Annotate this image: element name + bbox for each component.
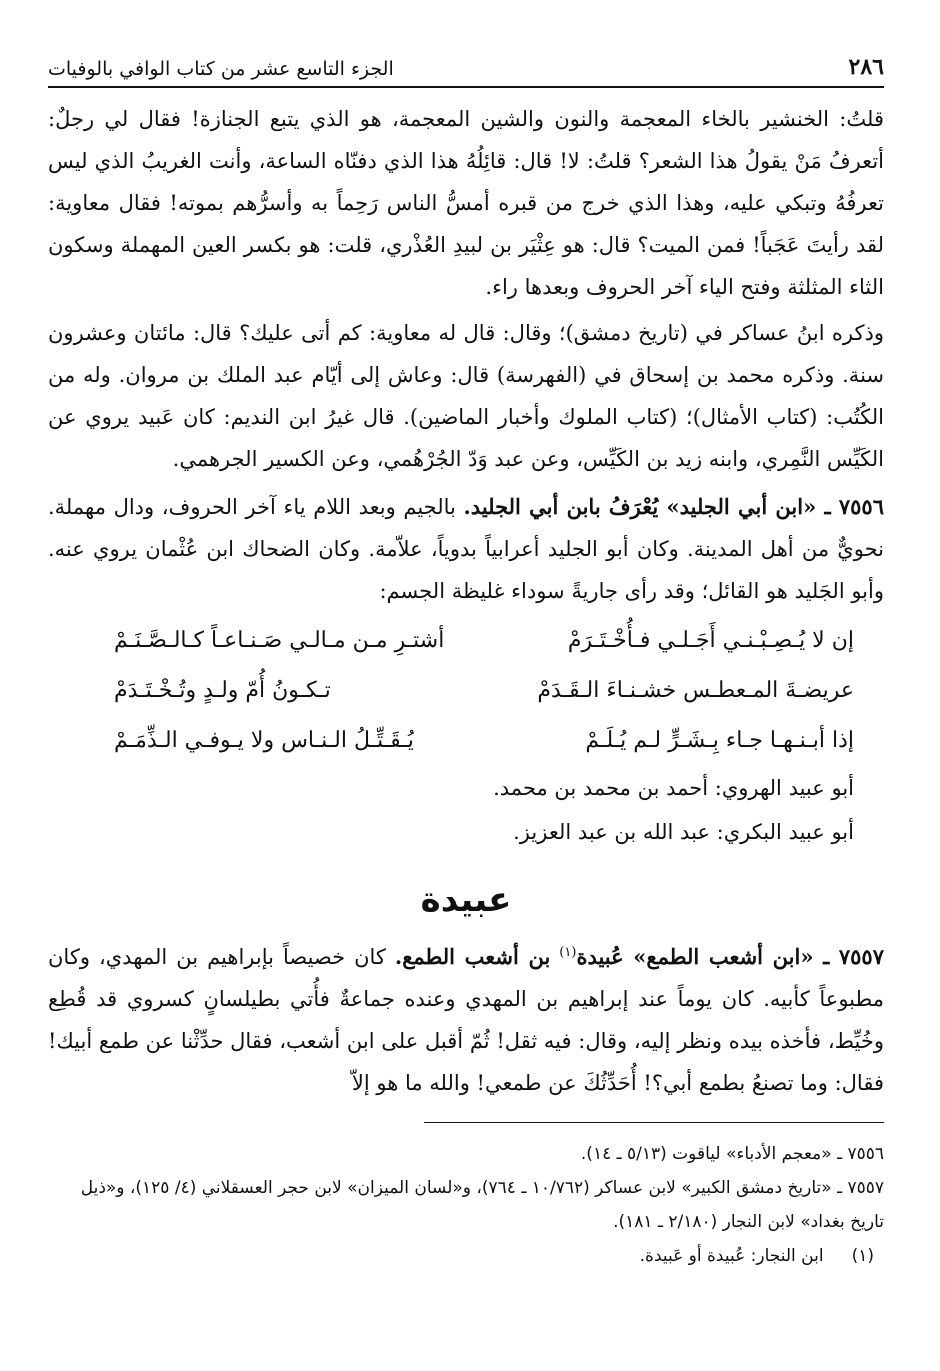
poem bbox=[48, 616, 854, 766]
entry-7557-heading: ٧٥٥٧ ـ «ابن أشعب الطمع» عُبيدة bbox=[576, 944, 884, 969]
section-title: عبيدة bbox=[420, 880, 512, 920]
footnote-1-mark: (١) bbox=[851, 1246, 874, 1266]
verse-2-second-hemistich: تـكـونُ أُمّ ولـدٍ وتُـخْـتَـدَمْ bbox=[114, 678, 331, 703]
footnotes bbox=[48, 1137, 884, 1273]
entry-7557-text: كان خصيصاً بإبراهيم بن المهدي، وكان مطبوعاً كأبيه. كان يوماً عند إبراهيم بن المهدي وعنده جماعةٌ فأُتي بطيلسانٍ كسروي قد قُطِع وخُيِّط، فأخذه بيده ونظر إليه، وقال: فيه ثقل! ثُمّ أقبل على ابن أشعب، فقال حدِّثْنا عن طمع أبيك! فقال: وما تصنعُ بطمع أبي؟! أُحَدِّثُكَ عن طمعي! والله ما هو إلاّ bbox=[48, 945, 884, 1095]
source-note-7557: ٧٥٥٧ ـ «تاريخ دمشق الكبير» لابن عساكر (١٠/٧٦٢ ـ ٧٦٤)، و«لسان الميزان» لابن حجر العسقلاني (٤/ ١٢٥)، و«ذيل تاريخ بغداد» لابن النجار (٢/١٨٠ ـ ١٨١). bbox=[80, 1178, 884, 1232]
book-page bbox=[48, 36, 884, 1273]
verse-3 bbox=[114, 716, 854, 766]
footnote-divider bbox=[424, 1122, 884, 1123]
entry-7557 bbox=[48, 932, 884, 1104]
verse-1 bbox=[114, 616, 854, 666]
page-number: ٢٨٦ bbox=[848, 54, 884, 80]
entry-7556 bbox=[48, 486, 884, 612]
verse-3-second-hemistich: يُـقَـتِّـلُ الـنـاس ولا يـوفـي الـذِّمَـمْ bbox=[114, 728, 414, 753]
entry-7557-heading-cont: بن أشعب الطمع. bbox=[394, 944, 551, 969]
entry-7556-heading: ٧٥٥٦ ـ «ابن أبي الجليد» يُعْرَفُ بابن أبي الجليد. bbox=[463, 494, 884, 519]
cross-reference-2: أبو عبيد البكري: عبد الله بن عبد العزيز. bbox=[513, 820, 854, 844]
page-header bbox=[48, 36, 884, 88]
footnote-1 bbox=[48, 1239, 874, 1273]
footnote-1-text: ابن النجار: عُبيدة أو عَبيدة. bbox=[639, 1246, 824, 1266]
verse-2 bbox=[114, 666, 854, 716]
verse-1-second-hemistich: أشتـرِ مـن مـالـي صَـنـاعـاً كـالـصَّـنَـمْ bbox=[114, 628, 445, 653]
running-title: الجزء التاسع عشر من كتاب الوافي بالوفيات bbox=[48, 58, 394, 80]
cross-reference-1: أبو عبيد الهروي: أحمد بن محمد بن محمد. bbox=[493, 776, 854, 800]
verse-1-first-hemistich: إن لا يُـصِـبْـنـي أَجَـلـي فـأُخْـتَـرَمْ bbox=[567, 628, 854, 653]
cross-references bbox=[48, 766, 854, 854]
footnote-marker[interactable]: (١) bbox=[559, 945, 577, 960]
verse-3-first-hemistich: إذا أبـنـهـا جـاء بِـشَـرٍّ لـم يُـلَـمْ bbox=[585, 728, 854, 753]
verse-2-first-hemistich: عريضـةَ المـعطـس خشـنـاءَ الـقَـدَمْ bbox=[537, 678, 854, 703]
paragraph-1: قلتُ: الخنشير بالخاء المعجمة والنون والشين المعجمة، هو الذي يتبع الجنازة! فقال لي رجلٌ: أتعرفُ مَنْ يقولُ هذا الشعر؟ قلتُ: لا! قال: قائِلُهُ هذا الذي دفنّاه الساعة، وأنت الغريبُ الذي ليس تعرفُهُ وتبكي عليه، وهذا الذي خرج من قبره أمسُّ الناس رَحِماً به وأسرُّهم بموته! فقال معاوية: لقد رأيتَ عَجَباً! فمن الميت؟ قال: هو عِثْيَر بن لبيدِ العُذْري، قلت: هو بكسر العين المهملة وسكون الثاء المثلثة وفتح الياء آخر الحروف وبعدها راء. bbox=[48, 107, 884, 299]
source-note-7556: ٧٥٥٦ ـ «معجم الأدباء» لياقوت (٥/١٣ ـ ١٤). bbox=[580, 1144, 884, 1164]
entry-7556-text: بالجيم وبعد اللام ياء آخر الحروف، ودال مهملة. نحويٌّ من أهل المدينة. وكان أبو الجليد أعرابياً بدوياً، علاّمة. وكان الضحاك ابن عُثْمان يروي عنه. وأبو الجَليد هو القائل؛ وقد رأى جاريةً سوداء غليظة الجسم: bbox=[48, 495, 884, 603]
paragraph-2: وذكره ابنُ عساكر في (تاريخ دمشق)؛ وقال: قال له معاوية: كم أتى عليك؟ قال: مائتان وعشرون سنة. وذكره محمد بن إسحاق في (الفهرسة) قال: وعاش إلى أيّام عبد الملك بن مروان. وله من الكُتُب: (كتاب الأمثال)؛ (كتاب الملوك وأخبار الماضين). قال غيرُ ابن النديم: كان عَبيد يروي عن الكَيِّس النَّمِري، وابنه زيد بن الكَيِّس، وعن عبد وَدّ الجُرْهُمي، وعن الكسير الجرهمي. bbox=[48, 321, 884, 471]
